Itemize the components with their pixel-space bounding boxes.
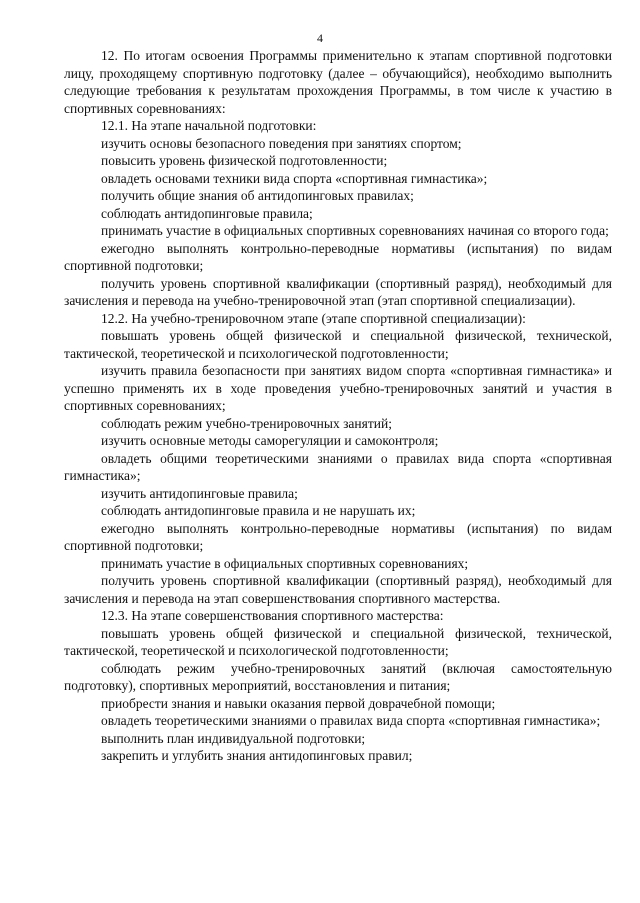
list-item: принимать участие в официальных спортивных соревнованиях; xyxy=(101,555,469,571)
list-item: ежегодно выполнять контрольно-переводные нормативы (испытания) по видам спортивной подготовки; xyxy=(64,520,612,553)
paragraph-12: 12. По итогам освоения Программы применительно к этапам спортивной подготовки лицу, проходящему спортивную подготовку (далее – обучающийся), необходимо выполнить следующие требования к результатам прохождения Программы, в том числе к участию в спортивных соревнованиях: xyxy=(64,48,612,116)
list-item: закрепить и углубить знания антидопинговых правил; xyxy=(101,748,413,763)
list-item: получить уровень спортивной квалификации (спортивный разряд), необходимый для зачисления и перевода на этап совершенствования спортивного мастерства. xyxy=(64,573,612,606)
list-item: принимать участие в официальных спортивных соревнованиях начиная со второго года; xyxy=(101,223,609,238)
list-item: изучить основы безопасного поведения при занятиях спортом; xyxy=(101,135,462,151)
list-item: выполнить план индивидуальной подготовки; xyxy=(101,730,366,746)
list-item: овладеть общими теоретическими знаниями о правилах вида спорта «спортивная гимнастика»; xyxy=(64,450,612,483)
list-item: изучить антидопинговые правила; xyxy=(101,485,298,501)
list-item: соблюдать режим учебно-тренировочных занятий; xyxy=(101,415,392,431)
list-item: получить общие знания об антидопинговых правилах; xyxy=(101,188,414,203)
list-item: повышать уровень общей физической и специальной физической, технической, тактической, теоретической и психологической подготовленности; xyxy=(64,328,612,361)
list-item: соблюдать режим учебно-тренировочных занятий (включая самостоятельную подготовку), спортивных мероприятий, восстановления и питания; xyxy=(64,660,612,693)
list-item: получить уровень спортивной квалификации (спортивный разряд), необходимый для зачисления и перевода на учебно-тренировочной этап (этап спортивной специализации). xyxy=(64,275,612,308)
heading-12-3: 12.3. На этапе совершенствования спортивного мастерства: xyxy=(101,608,444,623)
list-item: соблюдать антидопинговые правила и не нарушать их; xyxy=(101,503,416,518)
list-item: изучить основные методы саморегуляции и самоконтроля; xyxy=(101,433,439,448)
document-body xyxy=(64,47,612,765)
heading-12-1: 12.1. На этапе начальной подготовки: xyxy=(101,118,317,133)
list-item: овладеть основами техники вида спорта «спортивная гимнастика»; xyxy=(101,170,488,186)
list-item: повышать уровень общей физической и специальной физической, технической, тактической, теоретической и психологической подготовленности; xyxy=(64,625,612,658)
page-number: 4 xyxy=(317,31,323,45)
list-item: соблюдать антидопинговые правила; xyxy=(101,205,313,221)
list-item: изучить правила безопасности при занятиях видом спорта «спортивная гимнастика» и успешно применять их в ходе проведения учебно-тренировочных занятий и участия в спортивных соревнованиях; xyxy=(64,363,612,413)
list-item: повысить уровень физической подготовленности; xyxy=(101,153,388,168)
list-item: приобрести знания и навыки оказания первой доврачебной помощи; xyxy=(101,695,496,711)
list-item: ежегодно выполнять контрольно-переводные нормативы (испытания) по видам спортивной подготовки; xyxy=(64,240,612,273)
heading-12-2: 12.2. На учебно-тренировочном этапе (этапе спортивной специализации): xyxy=(101,310,526,326)
list-item: овладеть теоретическими знаниями о правилах вида спорта «спортивная гимнастика»; xyxy=(101,713,601,728)
